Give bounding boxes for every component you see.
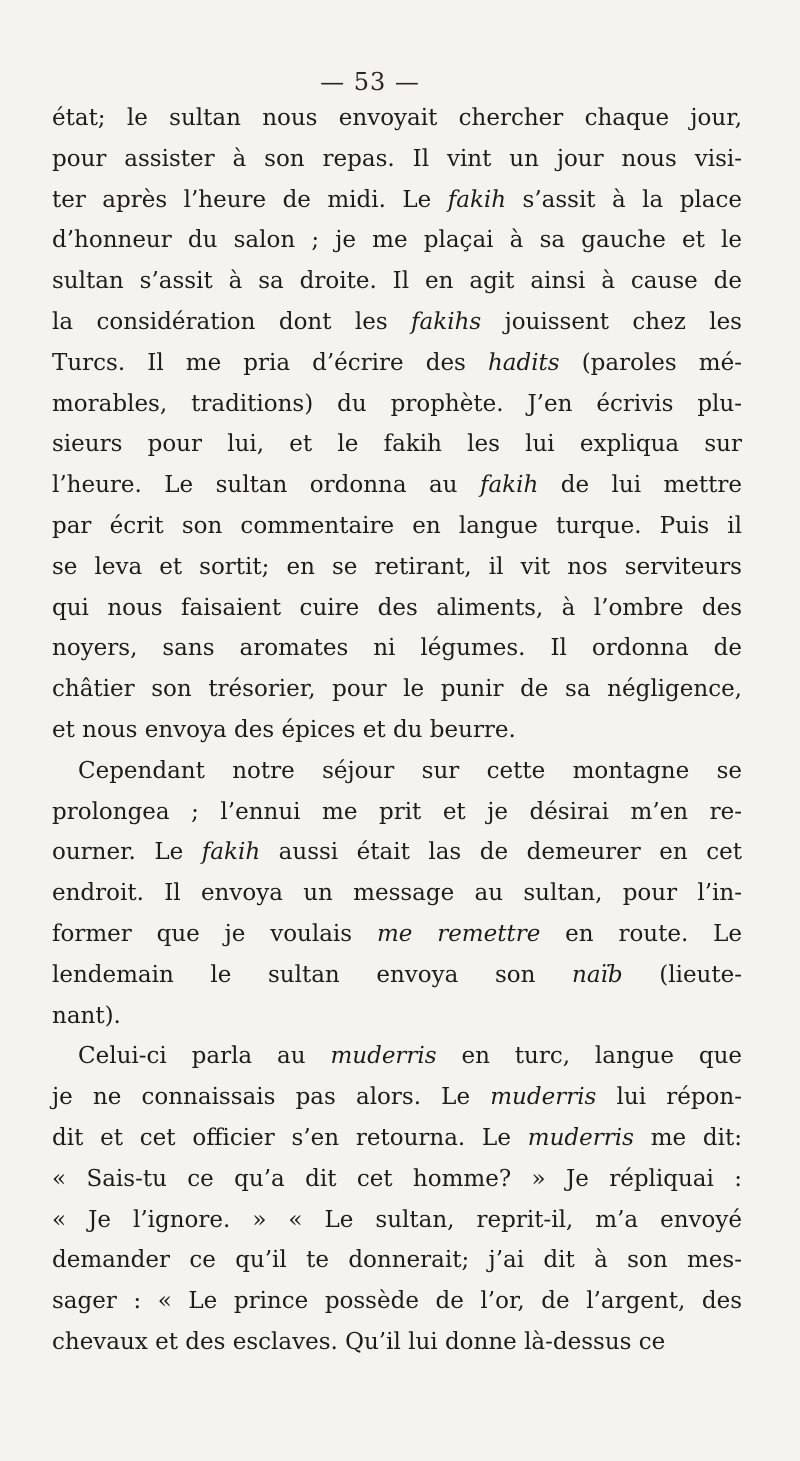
text-run: et nous envoya des épices et du beurre. bbox=[52, 716, 516, 743]
text-run: chevaux et des esclaves. Qu’il lui donne là-dessus ce bbox=[52, 1328, 666, 1355]
text-run: d’honneur du salon ; je me plaçai à sa gauche et le bbox=[52, 227, 742, 254]
text-line bbox=[52, 1240, 742, 1281]
text-run: « Sais-tu ce qu’a dit cet homme? » Je répliquai : bbox=[52, 1165, 742, 1192]
body-text bbox=[52, 98, 742, 1363]
italic-term: hadits bbox=[487, 349, 560, 376]
text-line bbox=[52, 1077, 742, 1118]
text-run: demander ce qu’il te donnerait; j’ai dit à son mes- bbox=[52, 1247, 742, 1274]
text-run: « Je l’ignore. » « Le sultan, reprit-il, m’a envoyé bbox=[52, 1206, 742, 1233]
text-run: de lui mettre bbox=[538, 472, 742, 499]
text-run: en turc, langue que bbox=[436, 1043, 743, 1070]
text-run: la considération dont les bbox=[52, 308, 412, 335]
text-line bbox=[52, 914, 742, 955]
paragraph bbox=[52, 1036, 742, 1362]
text-line bbox=[52, 98, 742, 139]
text-line bbox=[52, 506, 742, 547]
text-line bbox=[52, 955, 742, 996]
text-line bbox=[52, 1200, 742, 1241]
text-line bbox=[52, 220, 742, 261]
text-run: aussi était las de demeurer en cet bbox=[260, 839, 742, 866]
paragraph bbox=[52, 98, 742, 751]
text-line bbox=[52, 465, 742, 506]
text-line bbox=[52, 588, 742, 629]
text-run: se leva et sortit; en se retirant, il vit nos serviteurs bbox=[52, 553, 742, 580]
text-line bbox=[52, 302, 742, 343]
text-run: nant). bbox=[52, 1002, 121, 1029]
text-run: en route. Le bbox=[540, 920, 742, 947]
italic-term: fakih bbox=[447, 186, 507, 213]
text-line bbox=[52, 1118, 742, 1159]
text-line bbox=[52, 547, 742, 588]
text-run: Cependant notre séjour sur cette montagne se bbox=[78, 757, 742, 784]
text-line bbox=[52, 424, 742, 465]
text-line bbox=[52, 792, 742, 833]
italic-term: naïb bbox=[572, 961, 623, 988]
text-line bbox=[52, 180, 742, 221]
text-line bbox=[52, 139, 742, 180]
text-line bbox=[52, 1036, 742, 1077]
text-run: sager : « Le prince possède de l’or, de l’argent, des bbox=[52, 1288, 742, 1315]
text-run: Celui-ci parla au bbox=[78, 1043, 331, 1070]
text-run: jouissent chez les bbox=[481, 308, 742, 335]
italic-term: muderris bbox=[527, 1124, 634, 1151]
text-run: pour assister à son repas. Il vint un jour nous visi- bbox=[52, 145, 742, 172]
text-run: former que je voulais bbox=[52, 920, 377, 947]
page-number: — 53 — bbox=[320, 68, 420, 96]
text-run: châtier son trésorier, pour le punir de sa négligence, bbox=[52, 676, 742, 703]
text-line bbox=[52, 1322, 742, 1363]
text-line bbox=[52, 1159, 742, 1200]
text-run: état; le sultan nous envoyait chercher chaque jour, bbox=[52, 105, 742, 131]
text-run: Turcs. Il me pria d’écrire des bbox=[52, 349, 488, 376]
italic-term: muderris bbox=[330, 1043, 437, 1070]
italic-term: fakih bbox=[201, 839, 261, 866]
text-run: l’heure. Le sultan ordonna au bbox=[52, 472, 480, 499]
text-line bbox=[52, 1281, 742, 1322]
text-line bbox=[52, 628, 742, 669]
text-run: par écrit son commentaire en langue turque. Puis il bbox=[52, 512, 742, 539]
text-line bbox=[52, 343, 742, 384]
text-run: (paroles mé- bbox=[559, 349, 742, 376]
text-run: ter après l’heure de midi. Le bbox=[52, 186, 448, 213]
text-run: dit et cet officier s’en retourna. Le bbox=[52, 1124, 528, 1151]
text-run: sultan s’assit à sa droite. Il en agit ainsi à cause de bbox=[52, 268, 742, 295]
text-run: noyers, sans aromates ni légumes. Il ordonna de bbox=[52, 635, 742, 662]
italic-term: me remettre bbox=[376, 920, 541, 947]
text-run: prolongea ; l’ennui me prit et je désirai m’en re- bbox=[52, 798, 742, 825]
italic-term: muderris bbox=[490, 1084, 597, 1111]
text-run: morables, traditions) du prophète. J’en écrivis plu- bbox=[52, 390, 742, 417]
text-run: s’assit à la place bbox=[506, 186, 742, 213]
italic-term: fakihs bbox=[411, 308, 482, 335]
text-run: sieurs pour lui, et le fakih les lui expliqua sur bbox=[52, 431, 742, 458]
text-run: lui répon- bbox=[596, 1084, 742, 1111]
text-run: je ne connaissais pas alors. Le bbox=[52, 1084, 491, 1111]
text-run: lendemain le sultan envoya son bbox=[52, 961, 573, 988]
text-run: endroit. Il envoya un message au sultan, pour l’in- bbox=[52, 880, 742, 907]
text-run: (lieute- bbox=[622, 961, 742, 988]
paragraph bbox=[52, 751, 742, 1037]
italic-term: fakih bbox=[479, 472, 539, 499]
text-line bbox=[52, 710, 742, 751]
text-line bbox=[52, 832, 742, 873]
text-line bbox=[52, 384, 742, 425]
text-run: me dit: bbox=[633, 1124, 742, 1151]
text-run: qui nous faisaient cuire des aliments, à l’ombre des bbox=[52, 594, 742, 621]
text-run: ourner. Le bbox=[52, 839, 202, 866]
text-line bbox=[52, 873, 742, 914]
text-line bbox=[52, 669, 742, 710]
text-line bbox=[52, 751, 742, 792]
text-line bbox=[52, 996, 742, 1037]
text-line bbox=[52, 261, 742, 302]
